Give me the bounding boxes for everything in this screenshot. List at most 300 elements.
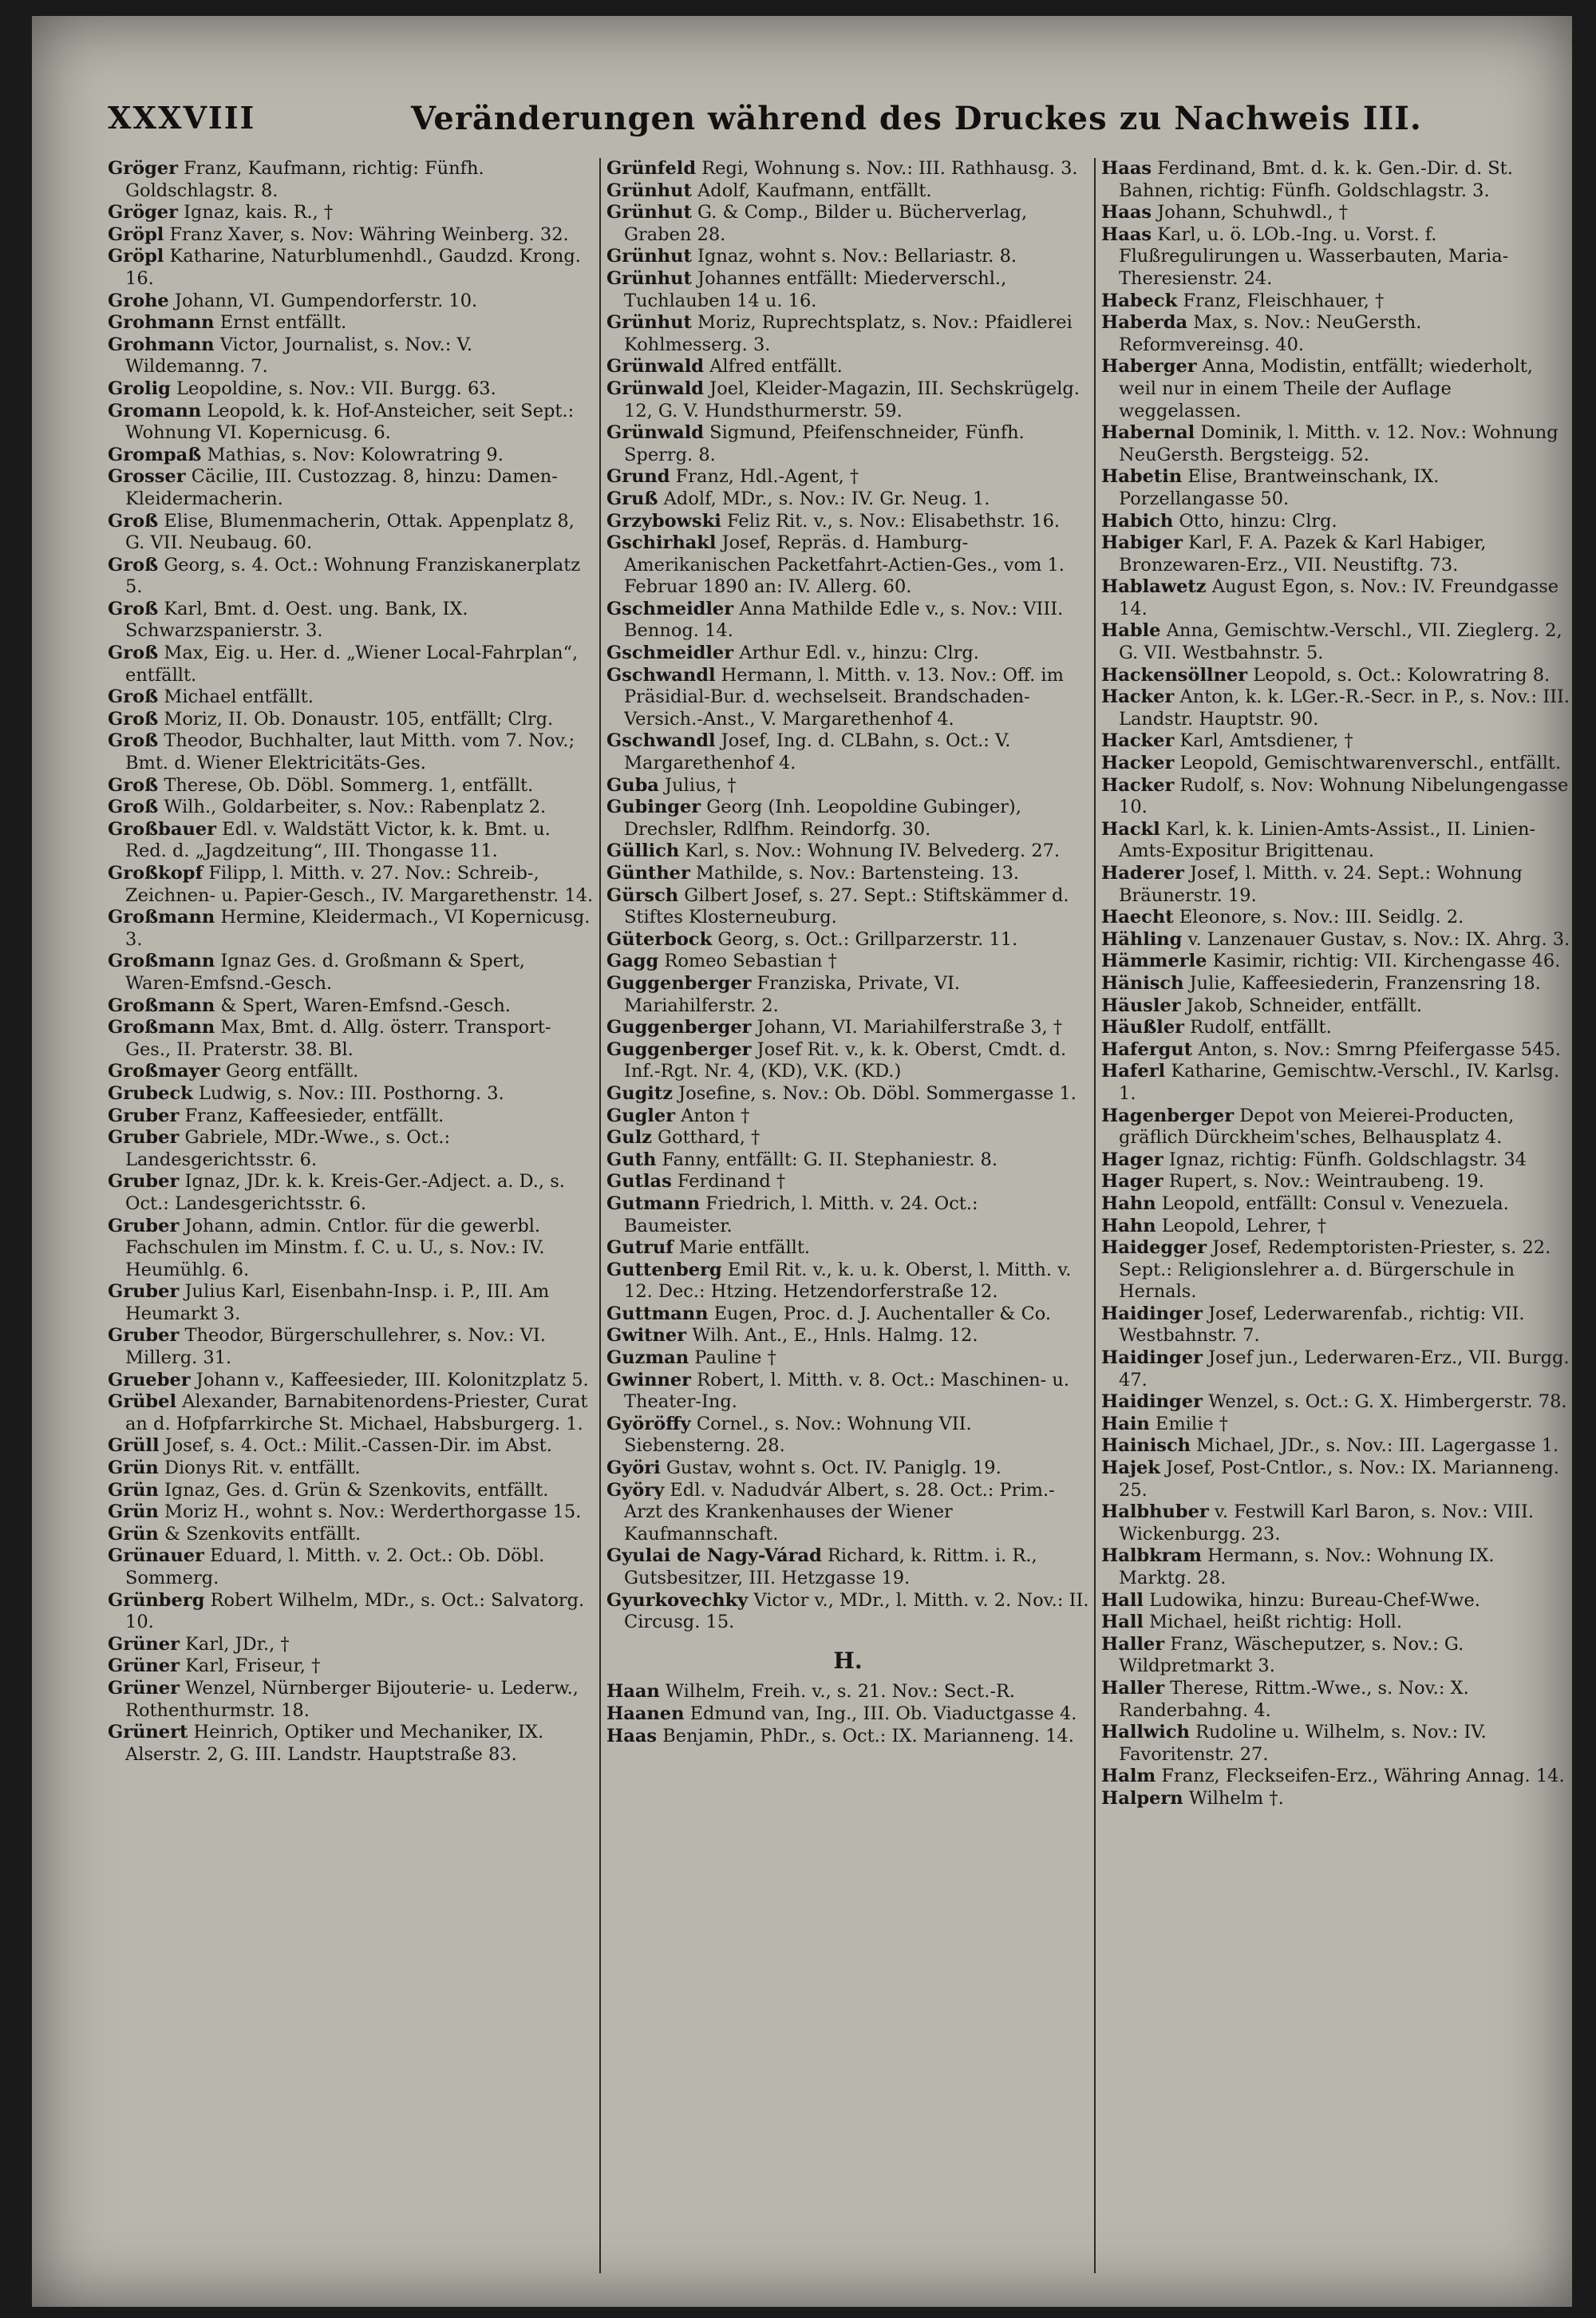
entry-surname: Grolig (108, 378, 171, 399)
entry-surname: Grünhut (606, 180, 692, 201)
entry-details: Sigmund, Pfeifenschneider, Fünfh. Sperrg. 8. (624, 422, 1025, 465)
entry-surname: Großkopf (108, 863, 203, 884)
directory-entry (108, 775, 595, 797)
directory-entry (1101, 951, 1572, 973)
directory-entry (1101, 907, 1572, 929)
entry-details: Rudolf, s. Nov: Wohnung Nibelungengasse 10. (1119, 774, 1569, 818)
directory-entry (108, 730, 595, 774)
entry-surname: Györi (606, 1458, 661, 1479)
entry-details: Georg (Inh. Leopoldine Gubinger), Drechsler, Rdlfhm. Reindorfg. 30. (624, 797, 1021, 840)
entry-surname: Hafergut (1101, 1038, 1193, 1060)
entry-details: Karl, s. Nov.: Wohnung IV. Belvederg. 27. (679, 841, 1061, 862)
directory-entry (108, 1634, 595, 1656)
running-title: Veränderungen während des Druckes zu Nachweis III. (411, 100, 1422, 137)
entry-surname: Haidinger (1101, 1391, 1203, 1413)
directory-entry (1101, 1347, 1572, 1391)
entry-details: Therese, Ob. Döbl. Sommerg. 1, entfällt. (158, 774, 534, 796)
entry-surname: Grünhut (606, 267, 692, 289)
entry-surname: Grünwald (606, 422, 705, 444)
directory-entry (108, 312, 595, 334)
entry-details: Moriz H., wohnt s. Nov.: Werderthorgasse 15. (158, 1501, 582, 1523)
directory-entry (1101, 1149, 1572, 1172)
entry-details: Julius Karl, Eisenbahn-Insp. i. P., III. Am Heumarkt 3. (125, 1281, 550, 1324)
directory-entry (606, 532, 1089, 599)
directory-entry (108, 445, 595, 467)
entry-details: Michael, JDr., s. Nov.: III. Lagergasse 1. (1191, 1435, 1559, 1457)
entry-surname: Haberda (1101, 312, 1188, 334)
entry-details: Ludwig, s. Nov.: III. Posthorng. 3. (192, 1082, 504, 1104)
entry-details: G. & Comp., Bilder u. Bücherverlag, Graben 28. (624, 202, 1028, 245)
entry-details: Otto, hinzu: Clrg. (1173, 510, 1337, 532)
directory-entry (1101, 1391, 1572, 1414)
entry-surname: Grohe (108, 290, 169, 311)
directory-entry (606, 885, 1089, 929)
entry-surname: Hajek (1101, 1458, 1160, 1479)
entry-details: Ernst entfällt. (214, 312, 347, 334)
entry-surname: Grubeck (108, 1082, 193, 1104)
directory-entry (1101, 312, 1572, 356)
column-divider (599, 158, 601, 2273)
directory-entry (108, 863, 595, 907)
entry-surname: Gruber (108, 1325, 180, 1347)
directory-entry (1101, 1171, 1572, 1193)
directory-entry (1101, 753, 1572, 775)
entry-surname: Hackl (1101, 818, 1160, 840)
directory-entry (1101, 1303, 1572, 1347)
entry-details: Karl, JDr., † (179, 1633, 290, 1655)
directory-entry (108, 1061, 595, 1083)
entry-surname: Hackensöllner (1101, 664, 1248, 686)
entry-details: Johann, VI. Mariahilferstraße 3, † (751, 1017, 1063, 1038)
directory-entry (1101, 995, 1572, 1018)
entry-details: Franz Xaver, s. Nov: Währing Weinberg. 32. (164, 223, 569, 245)
entry-surname: Halbhuber (1101, 1501, 1209, 1523)
entry-surname: Hager (1101, 1171, 1163, 1193)
directory-entry (606, 1106, 1089, 1128)
entry-surname: Guggenberger (606, 972, 752, 994)
directory-entry (1101, 973, 1572, 995)
directory-entry (1101, 1039, 1572, 1062)
directory-entry (606, 1127, 1089, 1149)
entry-surname: Grünwald (606, 378, 705, 399)
entry-surname: Habetin (1101, 466, 1183, 488)
directory-entry (108, 555, 595, 599)
entry-details: Franz, Kaffeesieder, entfällt. (179, 1105, 444, 1126)
entry-details: Josef jun., Lederwaren-Erz., VII. Burgg. 47. (1119, 1347, 1570, 1390)
entry-details: Franz, Fleischhauer, † (1177, 290, 1385, 311)
entry-surname: Großmann (108, 907, 215, 928)
entry-surname: Grübel (108, 1391, 177, 1413)
entry-details: Theodor, Bürgerschullehrer, s. Nov.: VI. Millerg. 31. (125, 1325, 546, 1369)
directory-entry (1101, 1722, 1572, 1766)
entry-details: Georg, s. Oct.: Grillparzerstr. 11. (712, 928, 1018, 950)
entry-details: Ignaz, wohnt s. Nov.: Bellariastr. 8. (691, 246, 1017, 267)
entry-surname: Haanen (606, 1703, 685, 1724)
directory-entry (108, 291, 595, 313)
entry-details: Emilie † (1149, 1413, 1228, 1434)
directory-entry (108, 1171, 595, 1215)
directory-entry (606, 775, 1089, 797)
directory-entry (1101, 532, 1572, 576)
entry-surname: Hable (1101, 620, 1161, 642)
directory-entry (606, 643, 1089, 665)
directory-entry (108, 1216, 595, 1282)
entry-surname: Haidinger (1101, 1347, 1203, 1369)
column-divider (1094, 158, 1096, 2273)
directory-entry (606, 489, 1089, 511)
entry-surname: Gutlas (606, 1171, 672, 1193)
directory-entry (1101, 1678, 1572, 1722)
entry-surname: Guba (606, 774, 659, 796)
entry-surname: Groß (108, 774, 159, 796)
entry-details: Moriz, Ruprechtsplatz, s. Nov.: Pfaidlerei Kohlmesserg. 3. (624, 312, 1073, 355)
entry-details: Ignaz, richtig: Fünfh. Goldschlagstr. 34 (1163, 1149, 1527, 1170)
directory-entry (606, 951, 1089, 973)
entry-surname: Gröger (108, 158, 178, 179)
entry-surname: Halm (1101, 1766, 1156, 1787)
entry-surname: Haller (1101, 1633, 1165, 1655)
entry-surname: Grün (108, 1479, 159, 1501)
entry-surname: Gschmeidler (606, 598, 734, 619)
directory-entry (108, 1678, 595, 1722)
entry-details: Leopold, s. Oct.: Kolowratring 8. (1247, 664, 1551, 686)
entry-surname: Groß (108, 708, 159, 730)
directory-entry (108, 1017, 595, 1061)
directory-entry (1101, 202, 1572, 224)
directory-entry (108, 1655, 595, 1678)
entry-surname: Groß (108, 643, 159, 664)
directory-entry (1101, 356, 1572, 422)
entry-details: Regi, Wohnung s. Nov.: III. Rathhausg. 3. (696, 158, 1078, 179)
entry-surname: Groß (108, 510, 159, 532)
entry-surname: Grünhut (606, 312, 692, 334)
directory-entry (108, 1435, 595, 1458)
directory-entry (108, 995, 595, 1018)
entry-details: Romeo Sebastian † (658, 951, 837, 972)
entry-details: Wilh. Ant., E., Hnls. Halmg. 12. (686, 1325, 978, 1347)
entry-surname: Hacker (1101, 753, 1175, 774)
directory-entry (606, 599, 1089, 643)
entry-details: Karl, k. k. Linien-Amts-Assist., II. Linien-Amts-Expositur Brigittenau. (1119, 818, 1536, 862)
entry-surname: Gschmeidler (606, 643, 734, 664)
entry-surname: Gugler (606, 1105, 676, 1126)
directory-entry (108, 1083, 595, 1106)
directory-entry (108, 1590, 595, 1634)
entry-surname: Häußler (1101, 1017, 1185, 1038)
directory-entry (606, 1260, 1089, 1303)
entry-details: Josef, Post-Cntlor., s. Nov.: IX. Marianneng. 25. (1119, 1458, 1559, 1501)
entry-details: Michael entfällt. (158, 686, 314, 708)
entry-surname: Grosser (108, 466, 186, 488)
entry-details: Katharine, Naturblumenhdl., Gaudzd. Krong. 16. (125, 246, 581, 289)
entry-details: Hermann, s. Nov.: Wohnung IX. Marktg. 28. (1119, 1545, 1495, 1588)
entry-details: Leopold, entfällt: Consul v. Venezuela. (1156, 1193, 1509, 1214)
entry-details: Franz, Kaufmann, richtig: Fünfh. Goldschlagstr. 8. (125, 158, 484, 201)
directory-entry (606, 929, 1089, 951)
entry-details: Josef, Repräs. d. Hamburg-Amerikanischen Packetfahrt-Actien-Ges., vom 1. Februar 1890 an: IV. Allerg. 60. (624, 532, 1065, 598)
entry-details: Josef, Ing. d. CLBahn, s. Oct.: V. Margarethenhof 4. (624, 730, 1011, 774)
directory-entry (108, 599, 595, 643)
directory-entry (1101, 1545, 1572, 1589)
entry-surname: Grün (108, 1458, 159, 1479)
entry-details: Mathias, s. Nov: Kolowratring 9. (201, 444, 504, 465)
entry-details: Franz, Wäscheputzer, s. Nov.: G. Wildpretmarkt 3. (1119, 1633, 1464, 1677)
entry-details: Jakob, Schneider, entfällt. (1180, 995, 1423, 1016)
entry-details: Alfred entfällt. (704, 356, 843, 378)
entry-surname: Grünhut (606, 202, 692, 223)
entry-details: Leopold, k. k. Hof-Ansteicher, seit Sept.: Wohnung VI. Kopernicusg. 6. (125, 400, 575, 444)
directory-entry (108, 246, 595, 290)
directory-entry (1101, 665, 1572, 687)
entry-details: Franz, Hdl.-Agent, † (670, 466, 859, 488)
entry-surname: Grünwald (606, 356, 705, 378)
entry-surname: Grün (108, 1523, 159, 1545)
directory-entry (1101, 1766, 1572, 1788)
entry-surname: Großmayer (108, 1061, 220, 1082)
directory-entry (606, 1590, 1089, 1634)
entry-details: Richard, k. Rittm. i. R., Gutsbesitzer, III. Hetzgasse 19. (624, 1545, 1037, 1588)
entry-surname: Groß (108, 686, 159, 708)
entry-surname: Güterbock (606, 928, 713, 950)
entry-surname: Groß (108, 554, 159, 576)
entry-surname: Hämmerle (1101, 951, 1207, 972)
directory-entry (606, 356, 1089, 378)
entry-details: Joel, Kleider-Magazin, III. Sechskrügelg. 12, G. V. Hundsthurmerstr. 59. (624, 378, 1080, 421)
directory-entry (108, 1106, 595, 1128)
entry-surname: Hagenberger (1101, 1105, 1235, 1126)
entry-details: Marie entfällt. (673, 1237, 811, 1259)
directory-entry (108, 401, 595, 445)
column-2 (606, 158, 1089, 2273)
entry-details: Edl. v. Waldstätt Victor, k. k. Bmt. u. Red. d. „Jagdzeitung“, III. Thongasse 11. (125, 818, 551, 862)
directory-entry (108, 951, 595, 995)
directory-entry (606, 1545, 1089, 1589)
entry-details: Robert, l. Mitth. v. 8. Oct.: Maschinen- u. Theater-Ing. (624, 1369, 1070, 1413)
directory-entry (108, 1127, 595, 1171)
entry-surname: Haas (1101, 158, 1152, 179)
entry-surname: Guttenberg (606, 1259, 722, 1280)
entry-details: Josef, s. 4. Oct.: Milit.-Cassen-Dir. im Abst. (159, 1435, 552, 1457)
entry-surname: Hablawetz (1101, 576, 1207, 598)
entry-details: Fanny, entfällt: G. II. Stephaniestr. 8. (656, 1149, 998, 1170)
entry-surname: Grünert (108, 1722, 188, 1743)
entry-details: Wenzel, Nürnberger Bijouterie- u. Lederw., Rothenthurmstr. 18. (125, 1677, 579, 1721)
directory-entry (1101, 730, 1572, 753)
entry-details: Ignaz, JDr. k. k. Kreis-Ger.-Adject. a. D., s. Oct.: Landesgerichtsstr. 6. (125, 1171, 565, 1214)
entry-surname: Haberger (1101, 356, 1197, 378)
entry-details: Leopold, Lehrer, † (1156, 1215, 1327, 1236)
entry-surname: Hall (1101, 1612, 1144, 1633)
entry-surname: Grünfeld (606, 158, 697, 179)
directory-entry (606, 1370, 1089, 1414)
directory-entry (606, 1039, 1089, 1083)
entry-surname: Gruber (108, 1171, 180, 1193)
entry-surname: Grün (108, 1501, 159, 1523)
entry-details: Moriz, II. Ob. Donaustr. 105, entfällt; Clrg. (158, 708, 554, 730)
entry-surname: Hain (1101, 1413, 1150, 1434)
entry-details: Karl, Bmt. d. Oest. ung. Bank, IX. Schwarzspanierstr. 3. (125, 598, 468, 642)
entry-surname: Hähling (1101, 928, 1183, 950)
entry-details: & Spert, Waren-Emfsnd.-Gesch. (215, 995, 511, 1016)
directory-entry (1101, 1458, 1572, 1501)
entry-surname: Halbkram (1101, 1545, 1202, 1567)
directory-entry (606, 1171, 1089, 1193)
entry-details: Ignaz, kais. R., † (177, 202, 334, 223)
directory-entry (1101, 1501, 1572, 1545)
entry-details: Karl, F. A. Pazek & Karl Habiger, Bronzewaren-Erz., VII. Neustiftg. 73. (1119, 532, 1487, 576)
directory-entry (606, 1681, 1089, 1703)
entry-surname: Habeck (1101, 290, 1178, 311)
entry-details: Robert Wilhelm, MDr., s. Oct.: Salvatorg. 10. (125, 1589, 585, 1633)
directory-entry (1101, 1061, 1572, 1105)
entry-surname: Guzman (606, 1347, 689, 1369)
entry-details: Elise, Brantweinschank, IX. Porzellangasse 50. (1119, 466, 1440, 509)
directory-entry (606, 312, 1089, 356)
entry-surname: Haidegger (1101, 1237, 1207, 1259)
directory-entry (606, 1703, 1089, 1726)
entry-surname: Gürsch (606, 884, 679, 906)
entry-surname: Hahn (1101, 1193, 1156, 1214)
directory-entry (606, 511, 1089, 533)
entry-surname: Grünhut (606, 246, 692, 267)
entry-details: Johann, VI. Gumpendorferstr. 10. (168, 290, 478, 311)
directory-entry (108, 1370, 595, 1392)
entry-surname: Gruber (108, 1215, 180, 1236)
directory-entry (108, 1458, 595, 1480)
directory-entry (108, 686, 595, 709)
entry-details: Cornel., s. Nov.: Wohnung VII. Siebensterng. 28. (624, 1413, 972, 1457)
entry-details: Eduard, l. Mitth. v. 2. Oct.: Ob. Döbl. Sommerg. (125, 1545, 545, 1588)
entry-surname: Haidinger (1101, 1303, 1203, 1324)
entry-details: Cäcilie, III. Custozzag. 8, hinzu: Damen-Kleidermacherin. (125, 466, 558, 509)
entry-surname: Gruber (108, 1127, 180, 1149)
entry-surname: Grünauer (108, 1545, 204, 1567)
directory-entry (108, 1524, 595, 1546)
entry-surname: Groß (108, 598, 159, 619)
directory-entry (1101, 1612, 1572, 1634)
entry-surname: Haan (606, 1681, 660, 1703)
entry-surname: Gröpl (108, 246, 164, 267)
directory-entry (1101, 863, 1572, 907)
entry-details: Feliz Rit. v., s. Nov.: Elisabethstr. 16. (721, 510, 1061, 532)
entry-surname: Gwinner (606, 1369, 692, 1390)
directory-entry (1101, 511, 1572, 533)
entry-details: Dominik, l. Mitth. v. 12. Nov.: Wohnung NeuGersth. Bergsteigg. 52. (1119, 422, 1558, 465)
entry-details: Anton, k. k. LGer.-R.-Secr. in P., s. Nov.: III. Landstr. Hauptstr. 90. (1119, 686, 1570, 730)
entry-details: Josef Rit. v., k. k. Oberst, Cmdt. d. Inf.-Rgt. Nr. 4, (KD), V.K. (KD.) (624, 1038, 1067, 1082)
entry-details: Max, Bmt. d. Allg. österr. Transport-Ges., II. Praterstr. 38. Bl. (125, 1017, 551, 1060)
entry-details: Josefine, s. Nov.: Ob. Döbl. Sommergasse 1. (673, 1082, 1077, 1104)
entry-details: Theodor, Buchhalter, laut Mitth. vom 7. Nov.; Bmt. d. Wiener Elektricitäts-Ges. (125, 730, 575, 774)
entry-details: Wenzel, s. Oct.: G. X. Himbergerstr. 78. (1202, 1391, 1567, 1413)
entry-surname: Grzybowski (606, 510, 721, 532)
entry-surname: Hallwich (1101, 1722, 1190, 1743)
directory-entry (606, 246, 1089, 268)
entry-details: Alexander, Barnabitenordens-Priester, Curat an d. Hofpfarrkirche St. Michael, Habsburgerg. 1. (125, 1391, 588, 1434)
directory-entry (1101, 1237, 1572, 1303)
entry-details: Victor v., MDr., l. Mitth. v. 2. Nov.: II. Circusg. 15. (624, 1589, 1089, 1633)
entry-surname: Großmann (108, 995, 215, 1016)
entry-details: Arthur Edl. v., hinzu: Clrg. (733, 643, 979, 664)
entry-details: Leopold, Gemischtwarenverschl., entfällt. (1174, 753, 1562, 774)
entry-surname: Haderer (1101, 863, 1184, 884)
entry-details: v. Festwill Karl Baron, s. Nov.: VIII. Wickenburgg. 23. (1119, 1501, 1534, 1545)
directory-entry (606, 466, 1089, 489)
entry-details: Pauline † (689, 1347, 776, 1369)
directory-entry (606, 1149, 1089, 1172)
directory-entry (606, 841, 1089, 863)
entry-details: Anton, s. Nov.: Smrng Pfeifergasse 545. (1192, 1038, 1561, 1060)
entry-details: Dionys Rit. v. entfällt. (158, 1458, 361, 1479)
entry-surname: Haferl (1101, 1061, 1166, 1082)
directory-entry (108, 907, 595, 951)
directory-entry (108, 334, 595, 378)
entry-surname: Grohmann (108, 312, 215, 334)
entry-details: Josef, l. Mitth. v. 24. Sept.: Wohnung Bräunerstr. 19. (1119, 863, 1523, 906)
entry-details: Gabriele, MDr.-Wwe., s. Oct.: Landesgerichtsstr. 6. (125, 1127, 451, 1170)
entry-details: Rupert, s. Nov.: Weintraubeng. 19. (1163, 1171, 1484, 1193)
entry-surname: Hacker (1101, 774, 1175, 796)
directory-entry (108, 224, 595, 247)
entry-surname: Gschirhakl (606, 532, 717, 554)
entry-details: Adolf, Kaufmann, entfällt. (691, 180, 932, 201)
entry-surname: Györöffy (606, 1413, 691, 1434)
entry-surname: Gruber (108, 1105, 180, 1126)
entry-details: Ignaz Ges. d. Großmann & Spert, Waren-Emfsnd.-Gesch. (125, 951, 525, 994)
directory-entry (1101, 1216, 1572, 1238)
entry-details: & Szenkovits entfällt. (158, 1523, 361, 1545)
entry-surname: Grompaß (108, 444, 202, 465)
directory-entry (606, 1237, 1089, 1260)
entry-surname: Gyulai de Nagy-Várad (606, 1545, 822, 1567)
directory-entry (606, 202, 1089, 246)
entry-details: Max, Eig. u. Her. d. „Wiener Local-Fahrplan“, entfällt. (125, 643, 579, 686)
directory-entry (606, 1414, 1089, 1458)
entry-details: Georg entfällt. (219, 1061, 359, 1082)
entry-details: Rudolf, entfällt. (1184, 1017, 1332, 1038)
entry-surname: Haas (1101, 223, 1152, 245)
directory-entry (108, 1391, 595, 1435)
page-number: XXXVIII (108, 100, 256, 136)
directory-entry (1101, 1435, 1572, 1458)
directory-entry (1101, 929, 1572, 951)
entry-details: Karl, Amtsdiener, † (1174, 730, 1353, 752)
entry-surname: Grünberg (108, 1589, 205, 1611)
entry-details: Eugen, Proc. d. J. Auchentaller & Co. (708, 1303, 1052, 1324)
directory-entry (1101, 1017, 1572, 1039)
directory-entry (606, 378, 1089, 422)
directory-entry (606, 268, 1089, 312)
directory-entry (108, 158, 595, 202)
entry-details: Therese, Rittm.-Wwe., s. Nov.: X. Randerbahng. 4. (1119, 1677, 1469, 1721)
entry-details: Kasimir, richtig: VII. Kirchengasse 46. (1207, 951, 1561, 972)
entry-details: Anna, Modistin, entfällt; wiederholt, weil nur in einem Theile der Auflage weggelassen. (1119, 356, 1533, 421)
entry-details: Depot von Meierei-Producten, gräflich Dürckheim'sches, Belhausplatz 4. (1119, 1105, 1515, 1149)
directory-entry (606, 730, 1089, 774)
entry-details: Edmund van, Ing., III. Ob. Viaductgasse 4. (684, 1703, 1077, 1724)
entry-surname: Grüner (108, 1633, 180, 1655)
directory-entry (108, 1325, 595, 1369)
entry-details: Heinrich, Optiker und Mechaniker, IX. Alserstr. 2, G. III. Landstr. Hauptstraße 83. (125, 1722, 544, 1765)
entry-surname: Györy (606, 1479, 665, 1501)
entry-details: Ignaz, Ges. d. Grün & Szenkovits, entfällt. (158, 1479, 549, 1501)
directory-entry (1101, 686, 1572, 730)
entry-details: Ludowika, hinzu: Bureau-Chef-Wwe. (1143, 1589, 1480, 1611)
directory-entry (108, 1722, 595, 1766)
directory-entry (1101, 1414, 1572, 1436)
entry-details: Anna Mathilde Edle v., s. Nov.: VIII. Bennog. 14. (624, 598, 1064, 642)
entry-details: Adolf, MDr., s. Nov.: IV. Gr. Neug. 1. (658, 488, 990, 509)
